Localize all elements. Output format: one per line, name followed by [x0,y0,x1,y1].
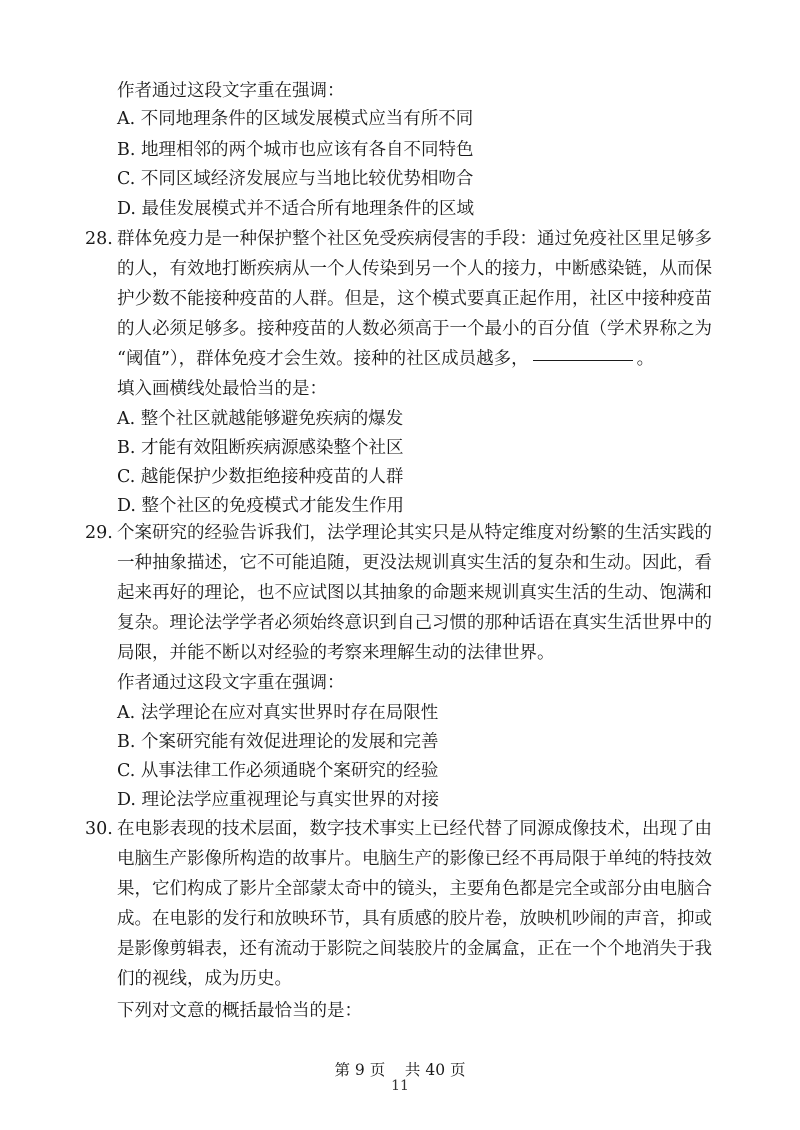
q29-option-b: B. 个案研究能有效促进理论的发展和完善 [117,732,439,752]
q27-prompt: 作者通过这段文字重在强调： [117,81,345,101]
q30-stem-last-line: 们的视线，成为历史。 [117,969,292,989]
q28-stem-text: “阈值”），群体免疫才会生效。接种的社区成员越多， [117,349,529,369]
page-number-footer: 第 9 页 共 40 页 [334,1061,466,1079]
q28-number: 28. [85,229,113,249]
q30-stem-line: 是影像剪辑表，还有流动于影院之间装胶片的金属盒，正在一个个地消失于我 [117,939,712,959]
q29-prompt: 作者通过这段文字重在强调： [117,673,345,693]
q28-option-d: D. 整个社区的免疫模式才能发生作用 [117,496,405,516]
q29-number: 29. [85,523,113,543]
q29-option-d: D. 理论法学应重视理论与真实世界的对接 [117,790,440,810]
q29-stem-line: 一种抽象描述，它不可能追随，更没法规训真实生活的复杂和生动。因此，看 [117,553,712,573]
q27-option-d: D. 最佳发展模式并不适合所有地理条件的区域 [117,199,475,219]
q28-option-b: B. 才能有效阻断疾病源感染整个社区 [117,438,404,458]
q28-stem-line: 的人，有效地打断疾病从一个人传染到另一个人的接力，中断感染链，从而保 [117,259,712,279]
q29-stem-line: 起来再好的理论，也不应试图以其抽象的命题来规训真实生活的生动、饱满和 [117,583,712,603]
q30-stem-line: 成。在电影的发行和放映环节，具有质感的胶片卷，放映机吵闹的声音，抑或 [117,909,712,929]
q28-stem-last-line [117,348,654,370]
q27-option-b: B. 地理相邻的两个城市也应该有各自不同特色 [117,140,474,160]
q30-number: 30. [85,819,113,839]
q30-prompt: 下列对文意的概括最恰当的是： [117,1001,362,1021]
q29-stem-line: 复杂。理论法学学者必须始终意识到自己习惯的那种话语在真实生活世界中的 [117,613,712,633]
q30-stem-line: 电脑生产影像所构造的故事片。电脑生产的影像已经不再局限于单纯的特技效 [117,849,712,869]
q29-stem-line: 个案研究的经验告诉我们，法学理论其实只是从特定维度对纷繁的生活实践的 [117,523,712,543]
q27-option-a: A. 不同地理条件的区域发展模式应当有所不同 [117,109,474,129]
q28-stem-end: 。 [636,349,655,369]
q28-stem-line: 的人必须足够多。接种疫苗的人数必须高于一个最小的百分值（学术界称之为 [117,319,712,339]
q30-stem-line: 在电影表现的技术层面，数字技术事实上已经代替了同源成像技术，出现了由 [117,819,712,839]
q28-stem-line: 群体免疫力是一种保护整个社区免受疾病侵害的手段：通过免疫社区里足够多 [117,229,712,249]
q30-stem-line: 果，它们构成了影片全部蒙太奇中的镜头，主要角色都是完全或部分由电脑合 [117,879,712,899]
q28-prompt: 填入画横线处最恰当的是： [117,379,327,399]
q29-stem-last-line: 局限，并能不断以对经验的考察来理解生动的法律世界。 [117,643,555,663]
q29-option-a: A. 法学理论在应对真实世界时存在局限性 [117,703,439,723]
q27-option-c: C. 不同区域经济发展应与当地比较优势相吻合 [117,169,474,189]
q28-option-a: A. 整个社区就越能够避免疾病的爆发 [117,409,404,429]
answer-blank [533,359,633,361]
scan-page-number: 11 [391,1078,409,1094]
q28-option-c: C. 越能保护少数拒绝接种疫苗的人群 [117,467,404,487]
q28-stem-line: 护少数不能接种疫苗的人群。但是，这个模式要真正起作用，社区中接种疫苗 [117,289,712,309]
q29-option-c: C. 从事法律工作必须通晓个案研究的经验 [117,761,439,781]
